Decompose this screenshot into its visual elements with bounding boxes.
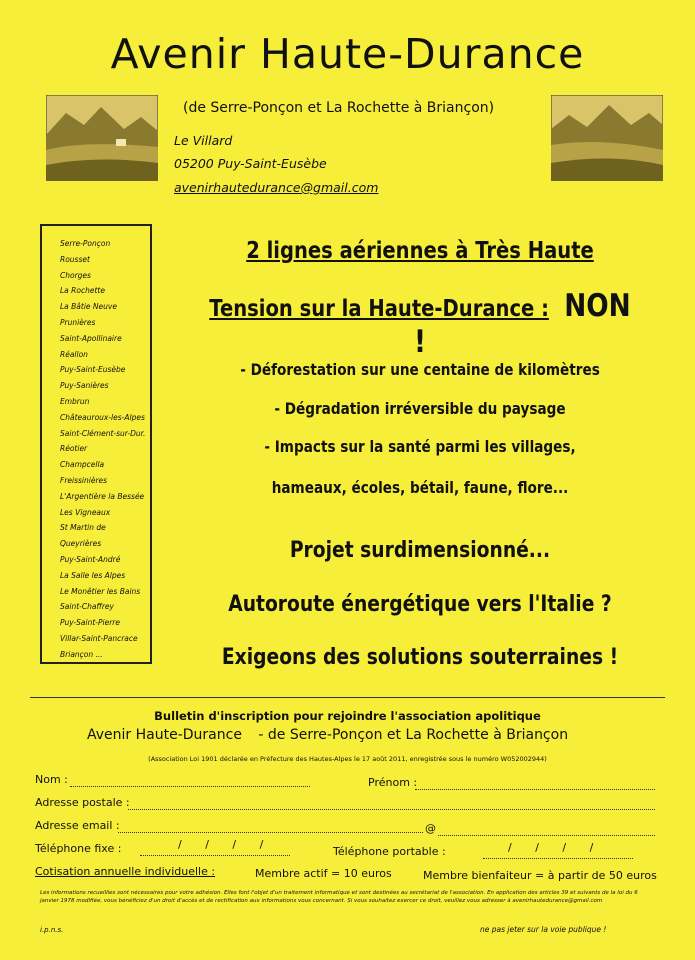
village-item: Puy-Saint-Eusèbe <box>60 365 126 375</box>
email-domain-field[interactable] <box>438 825 655 836</box>
bullet-impacts: - Impacts sur la santé parmi les villages, <box>264 437 576 456</box>
village-item: Champcella <box>60 460 105 470</box>
ne-pas-jeter-note: ne pas jeter sur la voie publique ! <box>480 925 607 934</box>
form-assoc-name: Avenir Haute-Durance <box>87 727 242 743</box>
village-item: Queyrières <box>60 539 102 549</box>
landscape-image-right <box>551 95 663 181</box>
village-item: Réotier <box>60 444 88 454</box>
slogan-projet: Projet surdimensionné... <box>289 538 551 563</box>
village-item: Puy-Saint-Pierre <box>60 618 120 628</box>
village-item: Rousset <box>60 254 90 264</box>
page-title: Avenir Haute-Durance <box>110 30 585 78</box>
village-item: Freissinières <box>60 475 108 485</box>
tel-portable-slashes: / / / / <box>508 841 594 854</box>
address-line-2: 05200 Puy-Saint-Eusèbe <box>174 156 327 171</box>
cotisation-label: Cotisation annuelle individuelle : <box>35 865 216 878</box>
email-at-sign: @ <box>425 822 436 835</box>
headline-non: NON ! <box>413 288 631 360</box>
address-line-1: Le Villard <box>174 133 233 148</box>
form-title: Bulletin d'inscription pour rejoindre l'association apolitique <box>154 709 541 723</box>
villages-list-box <box>40 224 152 664</box>
village-item: Puy-Saint-André <box>60 554 121 564</box>
slogan-exigeons: Exigeons des solutions souterraines ! <box>221 645 619 670</box>
tel-fixe-label: Téléphone fixe : <box>35 842 122 855</box>
subtitle: (de Serre-Ponçon et La Rochette à Briançon) <box>183 100 495 116</box>
village-item: Saint-Apollinaire <box>60 333 122 343</box>
village-item: La Rochette <box>60 286 105 296</box>
village-item: La Bâtie Neuve <box>60 302 117 312</box>
form-assoc-line <box>87 727 568 743</box>
adresse-email-label: Adresse email : <box>35 819 120 832</box>
form-separator <box>30 697 665 698</box>
village-item: Les Vigneaux <box>60 507 111 517</box>
bullet-impacts-cont: hameaux, écoles, bétail, faune, flore... <box>271 478 569 497</box>
village-item: Saint-Clément-sur-Dur. <box>60 428 146 438</box>
village-item: Serre-Ponçon <box>60 239 111 248</box>
village-item: Prunières <box>60 317 96 327</box>
village-item: La Salle les Alpes <box>60 570 126 580</box>
email-local-field[interactable] <box>118 822 423 833</box>
form-assoc-sub: - de Serre-Ponçon et La Rochette à Briançon <box>258 727 569 743</box>
form-legal: (Association Loi 1901 déclarée en Préfecture des Hautes-Alpes le 17 août 2011, enregistrée sous le numéro W052002944) <box>148 755 547 763</box>
prenom-label: Prénom : <box>368 776 418 789</box>
headline-line-2-text: Tension sur la Haute-Durance : <box>209 296 549 322</box>
village-item: Le Monêtier les Bains <box>60 586 141 596</box>
bullet-degradation: - Dégradation irréversible du paysage <box>274 399 566 418</box>
adresse-postale-label: Adresse postale : <box>35 796 130 809</box>
email-link[interactable]: avenirhautedurance@gmail.com <box>174 180 379 195</box>
headline-line-1: 2 lignes aériennes à Très Haute <box>246 238 594 264</box>
tel-portable-label: Téléphone portable : <box>333 845 446 858</box>
slogan-autoroute: Autoroute énergétique vers l'Italie ? <box>228 592 612 617</box>
village-item: Villar-Saint-Pancrace <box>60 633 138 643</box>
nom-field[interactable] <box>70 776 310 787</box>
landscape-image-left <box>46 95 158 181</box>
village-item: Châteauroux-les-Alpes <box>60 412 145 422</box>
village-item: Embrun <box>60 396 90 406</box>
privacy-fine-print: Les informations recueillies sont nécessaires pour votre adhésion. Elles font l'objet d'un traitement informatique et sont destinées au secrétariat de l'association. En application des articles 39 et suivants de la loi du 6 janvier 1978 modifiée, vous bénéficiez d'un droit d'accès et de rectification aux informations vous concernant. Si vous souhaitez exercer ce droit, veuillez vous adresser à avenirhautedurance@gmail.com <box>40 890 638 904</box>
village-item: St Martin de <box>60 523 106 533</box>
headline-line-2 <box>199 288 641 360</box>
bullet-deforestation: - Déforestation sur une centaine de kilomètres <box>240 360 600 379</box>
membre-actif-option[interactable]: Membre actif = 10 euros <box>255 867 392 880</box>
village-item: Briançon ... <box>60 649 103 659</box>
village-item: Réallon <box>60 349 88 359</box>
village-item: L'Argentière la Bessée <box>60 491 145 501</box>
ipns-note: i.p.n.s. <box>40 926 64 934</box>
membre-bienfaiteur-option[interactable]: Membre bienfaiteur = à partir de 50 euros <box>423 869 657 882</box>
nom-label: Nom : <box>35 773 68 786</box>
adresse-postale-field[interactable] <box>128 799 655 810</box>
prenom-field[interactable] <box>415 779 655 790</box>
tel-fixe-slashes: / / / / <box>178 838 264 851</box>
village-item: Puy-Sanières <box>60 381 109 391</box>
village-item: Saint-Chaffrey <box>60 602 114 612</box>
villages-list <box>42 226 150 663</box>
village-item: Chorges <box>60 270 91 280</box>
